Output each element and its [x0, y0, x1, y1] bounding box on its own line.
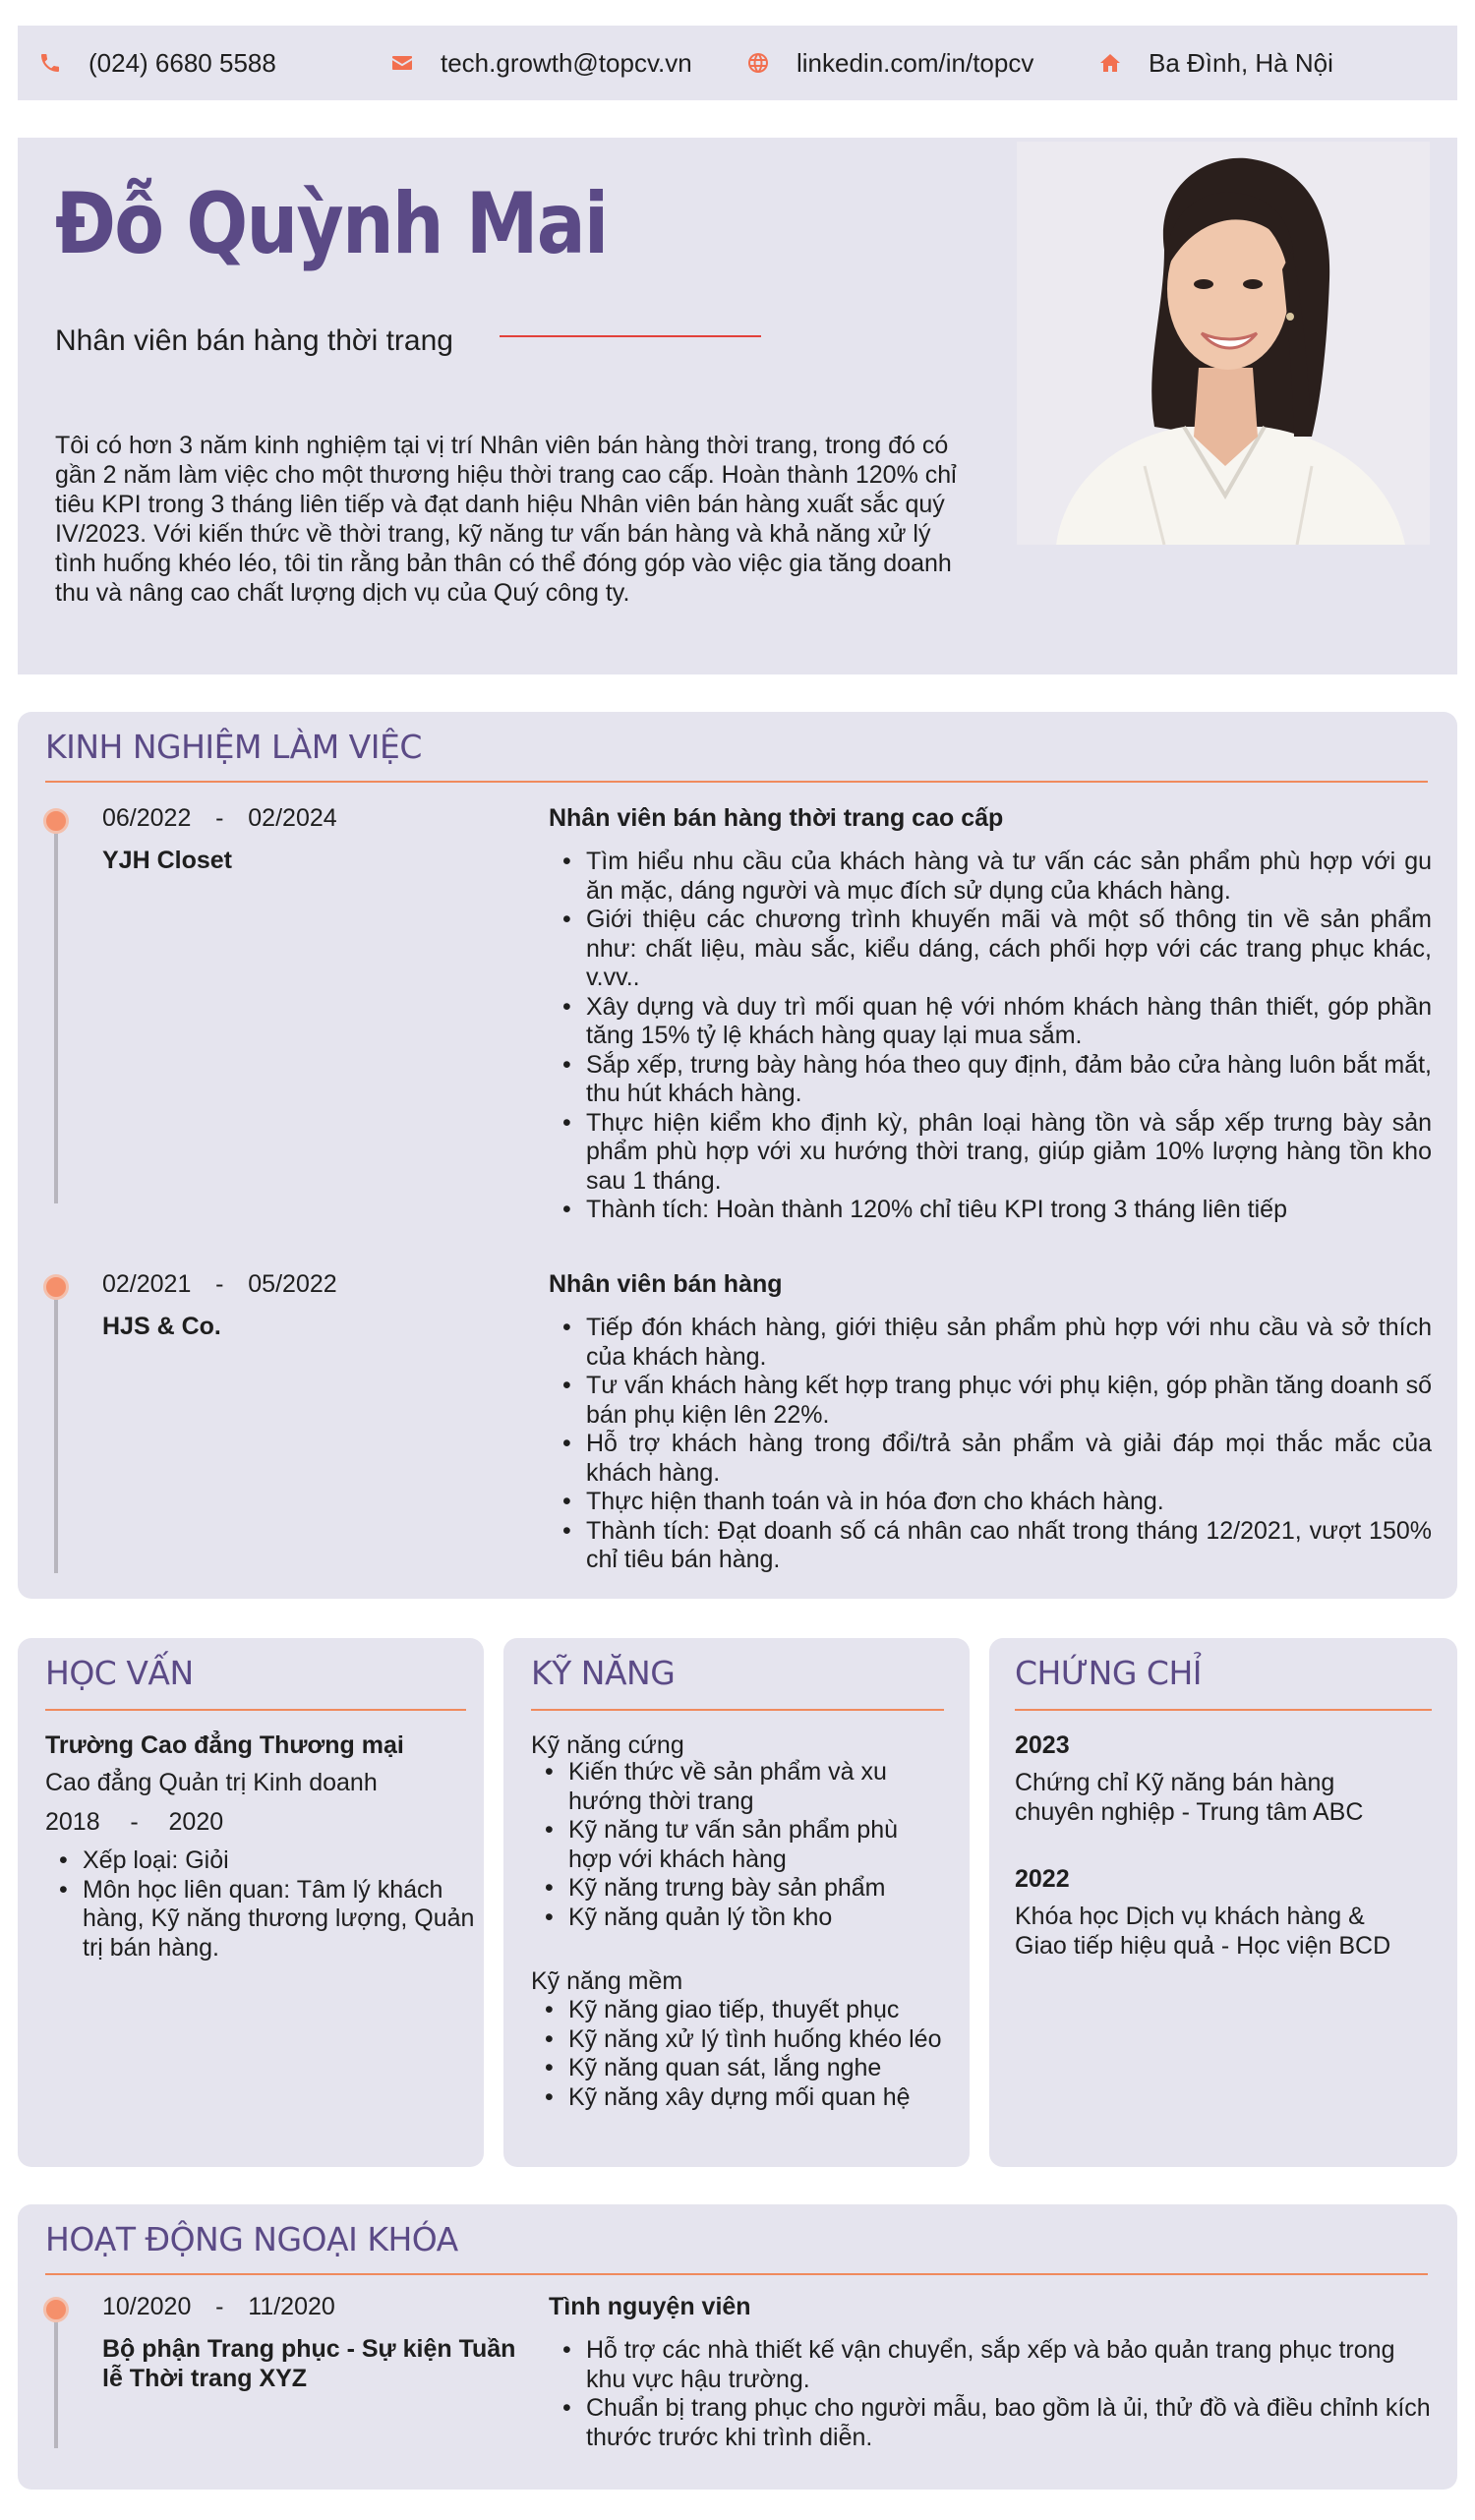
job-dates — [102, 1270, 337, 1299]
list-item: • Chuẩn bị trang phục cho người mẫu, bao gồm là ủi, thử đồ và điều chỉnh kích thước trước khi trình diễn. — [549, 2394, 1432, 2452]
timeline-line — [54, 830, 58, 1203]
experience-heading: KINH NGHIỆM LÀM VIỆC — [45, 728, 422, 766]
timeline-line — [54, 1298, 58, 1573]
date-separator: - — [215, 804, 224, 832]
activity-organization: Bộ phận Trang phục - Sự kiện Tuần lễ Thời trang XYZ — [102, 2335, 516, 2392]
list-item: • Hỗ trợ khách hàng trong đổi/trả sản phẩm và giải đáp mọi thắc mắc của khách hàng. — [549, 1430, 1432, 1488]
list-item: • Tiếp đón khách hàng, giới thiệu sản phẩm phù hợp với nhu cầu và sở thích của khách hàng. — [549, 1314, 1432, 1372]
education-end: 2020 — [168, 1808, 224, 1836]
home-icon — [1097, 50, 1123, 76]
job-duties — [549, 848, 1432, 1225]
contact-bar — [18, 26, 1457, 100]
activity-duties — [549, 2336, 1432, 2452]
list-item: • Tư vấn khách hàng kết hợp trang phục với phụ kiện, góp phần tăng doanh số bán phụ kiện lên 22%. — [549, 1372, 1432, 1430]
certificate-text: Chứng chỉ Kỹ năng bán hàng chuyên nghiệp - Trung tâm ABC — [1015, 1769, 1364, 1826]
education-dates — [45, 1807, 223, 1837]
skills-heading: KỸ NĂNG — [531, 1654, 676, 1692]
list-item: • Sắp xếp, trưng bày hàng hóa theo quy định, đảm bảo cửa hàng luôn bắt mắt, thu hút khách hàng. — [549, 1051, 1432, 1109]
education-details — [45, 1846, 478, 1963]
certificate-text: Khóa học Dịch vụ khách hàng & Giao tiếp hiệu quả - Học viện BCD — [1015, 1903, 1391, 1960]
date-separator: - — [215, 2293, 224, 2320]
soft-skills-label: Kỹ năng mềm — [531, 1967, 683, 1995]
experience-section — [18, 712, 1457, 1599]
job-duties — [549, 1314, 1432, 1575]
profile-summary: Tôi có hơn 3 năm kinh nghiệm tại vị trí Nhân viên bán hàng thời trang, trong đó có gần 2 năm làm việc cho một thương hiệu thời trang cao cấp. Hoàn thành 120% chỉ tiêu KPI trong 3 tháng liên tiếp và đạt danh hiệu Nhân viên bán hàng xuất sắc quý IV/2023. Với kiến thức về thời trang, kỹ năng tư vấn bán hàng và khả năng xử lý tình huống khéo léo, tôi tin rằng bản thân có thể đóng góp vào việc gia tăng doanh thu và nâng cao chất lượng dịch vụ của Quý công ty. — [55, 432, 957, 607]
activity-dates — [102, 2293, 335, 2321]
list-item: • Kỹ năng trưng bày sản phẩm — [531, 1874, 944, 1904]
email-icon — [389, 50, 415, 76]
timeline-dot — [43, 2297, 69, 2322]
education-start: 2018 — [45, 1808, 100, 1836]
job-end-date: 02/2024 — [248, 804, 337, 832]
profile-photo — [1017, 142, 1430, 545]
list-item: • Kỹ năng quan sát, lắng nghe — [531, 2054, 944, 2083]
list-item: • Kỹ năng tư vấn sản phẩm phù hợp với khách hàng — [531, 1816, 944, 1874]
phone-icon — [37, 50, 63, 76]
address-text: Ba Đình, Hà Nội — [1149, 47, 1333, 78]
linkedin-text: linkedin.com/in/topcv — [796, 47, 1034, 78]
list-item: • Kỹ năng quản lý tồn kho — [531, 1904, 944, 1933]
soft-skills-list — [531, 1996, 944, 2112]
education-heading: HỌC VẤN — [45, 1654, 194, 1692]
phone-text: (024) 6680 5588 — [88, 47, 276, 78]
list-item: • Môn học liên quan: Tâm lý khách hàng, Kỹ năng thương lượng, Quản trị bán hàng. — [45, 1876, 478, 1963]
certificate-year: 2023 — [1015, 1731, 1070, 1759]
candidate-name: Đỗ Quỳnh Mai — [55, 175, 608, 273]
list-item: • Thành tích: Đạt doanh số cá nhân cao nhất trong tháng 12/2021, vượt 150% chỉ tiêu bán hàng. — [549, 1517, 1432, 1575]
major: Cao đẳng Quản trị Kinh doanh — [45, 1769, 378, 1796]
date-separator: - — [215, 1270, 224, 1298]
list-item: • Tìm hiểu nhu cầu của khách hàng và tư vấn các sản phẩm phù hợp với gu ăn mặc, dáng người và mục đích sử dụng của khách hàng. — [549, 848, 1432, 906]
timeline-line — [54, 2318, 58, 2448]
portrait-image — [1017, 142, 1430, 545]
list-item: • Kỹ năng giao tiếp, thuyết phục — [531, 1996, 944, 2025]
activity-start: 10/2020 — [102, 2293, 192, 2320]
skills-rule — [531, 1709, 944, 1711]
job-role: Nhân viên bán hàng — [549, 1270, 783, 1298]
education-section — [18, 1638, 484, 2167]
job-start-date: 06/2022 — [102, 804, 192, 832]
job-dates — [102, 804, 337, 833]
job-end-date: 05/2022 — [248, 1270, 337, 1298]
job-start-date: 02/2021 — [102, 1270, 192, 1298]
profile-header — [18, 138, 1457, 674]
date-separator: - — [130, 1808, 139, 1836]
school-name: Trường Cao đẳng Thương mại — [45, 1731, 404, 1759]
hard-skills-label: Kỹ năng cứng — [531, 1731, 684, 1759]
activity-role: Tình nguyện viên — [549, 2293, 751, 2320]
list-item: • Thực hiện thanh toán và in hóa đơn cho khách hàng. — [549, 1488, 1432, 1517]
list-item: • Xếp loại: Giỏi — [45, 1846, 478, 1876]
activities-rule — [45, 2273, 1428, 2275]
contact-linkedin[interactable] — [745, 26, 1033, 100]
list-item: • Thành tích: Hoàn thành 120% chỉ tiêu KPI trong 3 tháng liên tiếp — [549, 1196, 1432, 1225]
activities-heading: HOẠT ĐỘNG NGOẠI KHÓA — [45, 2220, 458, 2258]
list-item: • Giới thiệu các chương trình khuyến mãi và một số thông tin về sản phẩm như: chất liệu, màu sắc, kiểu dáng, cách phối hợp với các trang phục khác, v.vv.. — [549, 906, 1432, 993]
contact-email[interactable] — [389, 26, 692, 100]
certificates-section — [989, 1638, 1457, 2167]
certificates-heading: CHỨNG CHỈ — [1015, 1654, 1203, 1692]
contact-phone[interactable] — [37, 26, 276, 100]
timeline-dot — [43, 808, 69, 834]
certificates-rule — [1015, 1709, 1432, 1711]
education-rule — [45, 1709, 466, 1711]
hard-skills-list — [531, 1758, 944, 1932]
job-role: Nhân viên bán hàng thời trang cao cấp — [549, 804, 1004, 832]
activity-end: 11/2020 — [248, 2293, 335, 2320]
globe-icon — [745, 50, 771, 76]
list-item: • Kiến thức về sản phẩm và xu hướng thời trang — [531, 1758, 944, 1816]
experience-rule — [45, 781, 1428, 783]
email-text: tech.growth@topcv.vn — [441, 47, 692, 78]
list-item: • Thực hiện kiểm kho định kỳ, phân loại hàng tồn và sắp xếp trưng bày sản phẩm phù hợp với xu hướng thời trang, giúp giảm 10% lượng hàng tồn kho sau 1 tháng. — [549, 1109, 1432, 1197]
job-title: Nhân viên bán hàng thời trang — [55, 324, 453, 357]
activities-section — [18, 2204, 1457, 2490]
timeline-dot — [43, 1274, 69, 1300]
list-item: • Kỹ năng xử lý tình huống khéo léo — [531, 2025, 944, 2055]
list-item: • Hỗ trợ các nhà thiết kế vận chuyển, sắp xếp và bảo quản trang phục trong khu vực hậu trường. — [549, 2336, 1432, 2394]
certificate-year: 2022 — [1015, 1865, 1070, 1893]
company-name: YJH Closet — [102, 847, 232, 874]
title-divider — [500, 335, 761, 337]
skills-section — [503, 1638, 970, 2167]
contact-address — [1097, 26, 1333, 100]
list-item: • Kỹ năng xây dựng mối quan hệ — [531, 2083, 944, 2113]
company-name: HJS & Co. — [102, 1313, 221, 1340]
list-item: • Xây dựng và duy trì mối quan hệ với nhóm khách hàng thân thiết, góp phần tăng 15% tỷ lệ khách hàng quay lại mua sắm. — [549, 993, 1432, 1051]
